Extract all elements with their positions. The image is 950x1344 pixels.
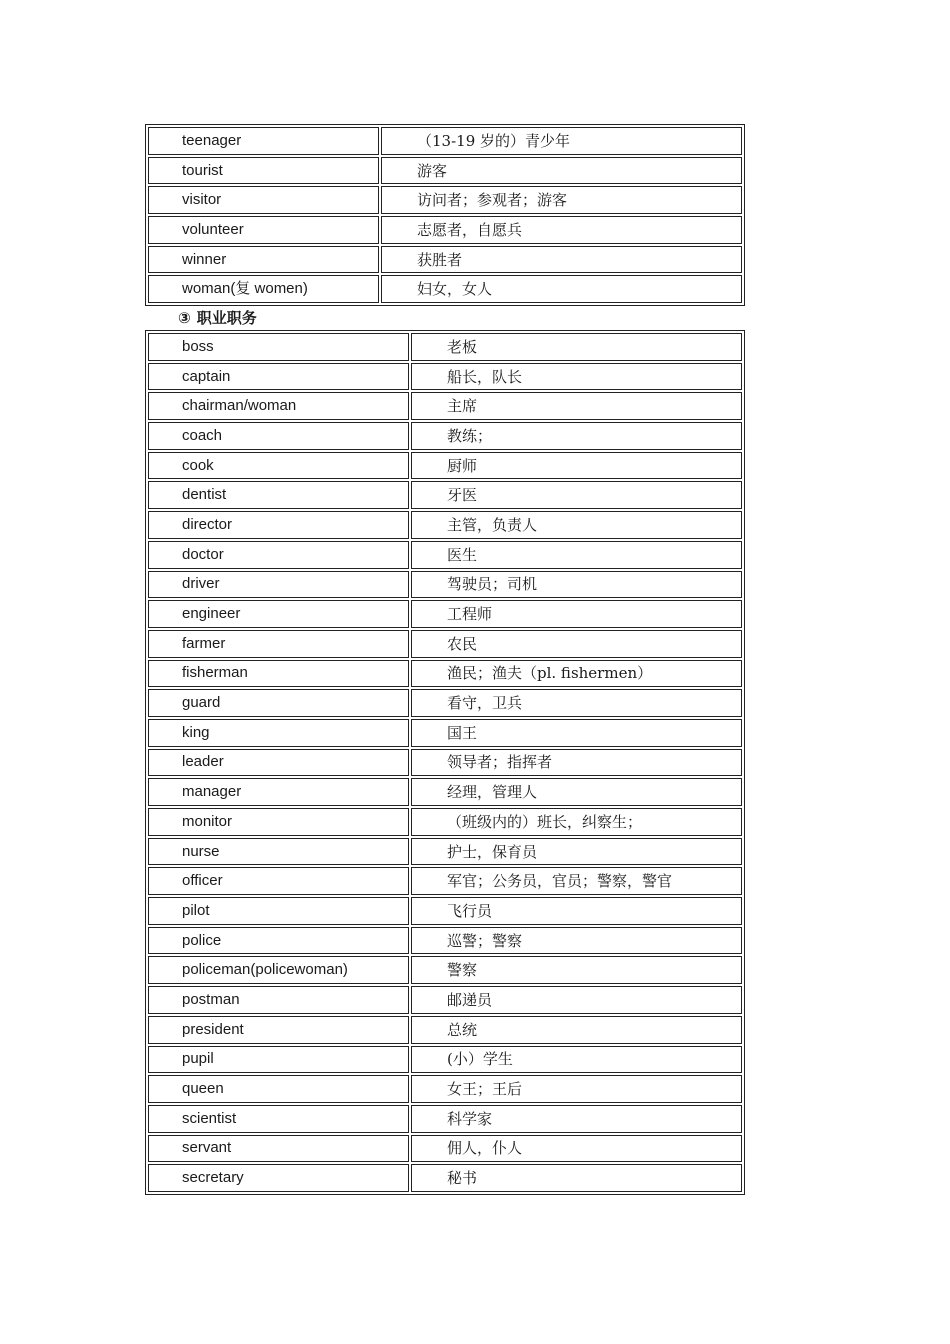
vocab-meaning: 工程师 xyxy=(411,600,742,628)
vocab-word: king xyxy=(148,719,409,747)
vocab-word: leader xyxy=(148,749,409,777)
vocab-word: fisherman xyxy=(148,660,409,688)
table-row xyxy=(148,246,742,274)
table-row xyxy=(148,778,742,806)
vocab-meaning: 国王 xyxy=(411,719,742,747)
table-row xyxy=(148,1046,742,1074)
table-row xyxy=(148,1016,742,1044)
vocab-word: nurse xyxy=(148,838,409,866)
table-row xyxy=(148,275,742,303)
vocab-meaning: （13-19 岁的）青少年 xyxy=(381,127,742,155)
vocab-word: tourist xyxy=(148,157,379,185)
vocab-meaning: 船长，队长 xyxy=(411,363,742,391)
vocab-word: chairman/woman xyxy=(148,392,409,420)
table-row xyxy=(148,127,742,155)
vocab-word: dentist xyxy=(148,481,409,509)
vocab-meaning: 妇女，女人 xyxy=(381,275,742,303)
vocab-meaning: 佣人，仆人 xyxy=(411,1135,742,1163)
vocab-meaning: (小）学生 xyxy=(411,1046,742,1074)
vocab-meaning: 牙医 xyxy=(411,481,742,509)
vocab-meaning: 邮递员 xyxy=(411,986,742,1014)
vocab-meaning: 访问者；参观者；游客 xyxy=(381,186,742,214)
vocab-meaning: 志愿者，自愿兵 xyxy=(381,216,742,244)
vocab-meaning: 获胜者 xyxy=(381,246,742,274)
table-row xyxy=(148,422,742,450)
table-row xyxy=(148,927,742,955)
table-row xyxy=(148,956,742,984)
vocab-word: officer xyxy=(148,867,409,895)
vocab-meaning: 秘书 xyxy=(411,1164,742,1192)
table-row xyxy=(148,571,742,599)
vocab-word: cook xyxy=(148,452,409,480)
vocab-meaning: 老板 xyxy=(411,333,742,361)
vocab-word: servant xyxy=(148,1135,409,1163)
table-row xyxy=(148,186,742,214)
vocab-meaning: 领导者；指挥者 xyxy=(411,749,742,777)
vocab-meaning: 医生 xyxy=(411,541,742,569)
vocab-meaning: 警察 xyxy=(411,956,742,984)
table-row xyxy=(148,392,742,420)
table-row xyxy=(148,838,742,866)
table-row xyxy=(148,1075,742,1103)
table-row xyxy=(148,897,742,925)
vocab-word: captain xyxy=(148,363,409,391)
vocab-word: coach xyxy=(148,422,409,450)
vocab-meaning: 看守，卫兵 xyxy=(411,689,742,717)
vocab-word: boss xyxy=(148,333,409,361)
vocab-meaning: （班级内的）班长，纠察生； xyxy=(411,808,742,836)
vocab-word: pilot xyxy=(148,897,409,925)
table-row xyxy=(148,719,742,747)
vocab-word: scientist xyxy=(148,1105,409,1133)
vocab-meaning: 巡警；警察 xyxy=(411,927,742,955)
vocab-meaning: 厨师 xyxy=(411,452,742,480)
table-row xyxy=(148,600,742,628)
table-row xyxy=(148,481,742,509)
table-row xyxy=(148,986,742,1014)
table-row xyxy=(148,689,742,717)
jobs-vocab-table xyxy=(145,330,745,1195)
section-number-marker: ③ xyxy=(178,309,191,327)
table-row xyxy=(148,1135,742,1163)
vocab-word: teenager xyxy=(148,127,379,155)
vocab-meaning: 主席 xyxy=(411,392,742,420)
jobs-vocab-body xyxy=(148,333,742,1192)
table-row xyxy=(148,808,742,836)
table-row xyxy=(148,1164,742,1192)
vocab-word: guard xyxy=(148,689,409,717)
vocab-word: volunteer xyxy=(148,216,379,244)
section-heading xyxy=(178,308,257,328)
vocab-word: president xyxy=(148,1016,409,1044)
vocab-meaning: 渔民；渔夫（pl. fishermen） xyxy=(411,660,742,688)
vocab-word: doctor xyxy=(148,541,409,569)
vocab-meaning: 教练； xyxy=(411,422,742,450)
vocab-word: monitor xyxy=(148,808,409,836)
vocab-word: manager xyxy=(148,778,409,806)
table-row xyxy=(148,511,742,539)
vocab-word: farmer xyxy=(148,630,409,658)
vocab-meaning: 游客 xyxy=(381,157,742,185)
vocab-meaning: 农民 xyxy=(411,630,742,658)
vocab-word: woman(复 women) xyxy=(148,275,379,303)
table-row xyxy=(148,216,742,244)
vocab-meaning: 飞行员 xyxy=(411,897,742,925)
vocab-meaning: 经理，管理人 xyxy=(411,778,742,806)
table-row xyxy=(148,541,742,569)
vocab-word: visitor xyxy=(148,186,379,214)
table-row xyxy=(148,867,742,895)
table-row xyxy=(148,363,742,391)
vocab-word: police xyxy=(148,927,409,955)
vocab-word: secretary xyxy=(148,1164,409,1192)
vocab-meaning: 驾驶员；司机 xyxy=(411,571,742,599)
people-vocab-body xyxy=(148,127,742,303)
vocab-word: queen xyxy=(148,1075,409,1103)
vocab-word: engineer xyxy=(148,600,409,628)
people-vocab-table xyxy=(145,124,745,306)
table-row xyxy=(148,630,742,658)
table-row xyxy=(148,660,742,688)
table-row xyxy=(148,749,742,777)
vocab-meaning: 女王；王后 xyxy=(411,1075,742,1103)
vocab-meaning: 主管，负责人 xyxy=(411,511,742,539)
vocab-meaning: 军官；公务员，官员；警察，警官 xyxy=(411,867,742,895)
table-row xyxy=(148,157,742,185)
table-row xyxy=(148,1105,742,1133)
vocab-word: director xyxy=(148,511,409,539)
section-title: 职业职务 xyxy=(196,309,257,327)
table-row xyxy=(148,333,742,361)
vocab-meaning: 科学家 xyxy=(411,1105,742,1133)
vocab-word: winner xyxy=(148,246,379,274)
vocab-meaning: 护士，保育员 xyxy=(411,838,742,866)
vocab-word: driver xyxy=(148,571,409,599)
vocab-word: postman xyxy=(148,986,409,1014)
table-row xyxy=(148,452,742,480)
vocab-word: policeman(policewoman) xyxy=(148,956,409,984)
vocab-meaning: 总统 xyxy=(411,1016,742,1044)
vocab-word: pupil xyxy=(148,1046,409,1074)
